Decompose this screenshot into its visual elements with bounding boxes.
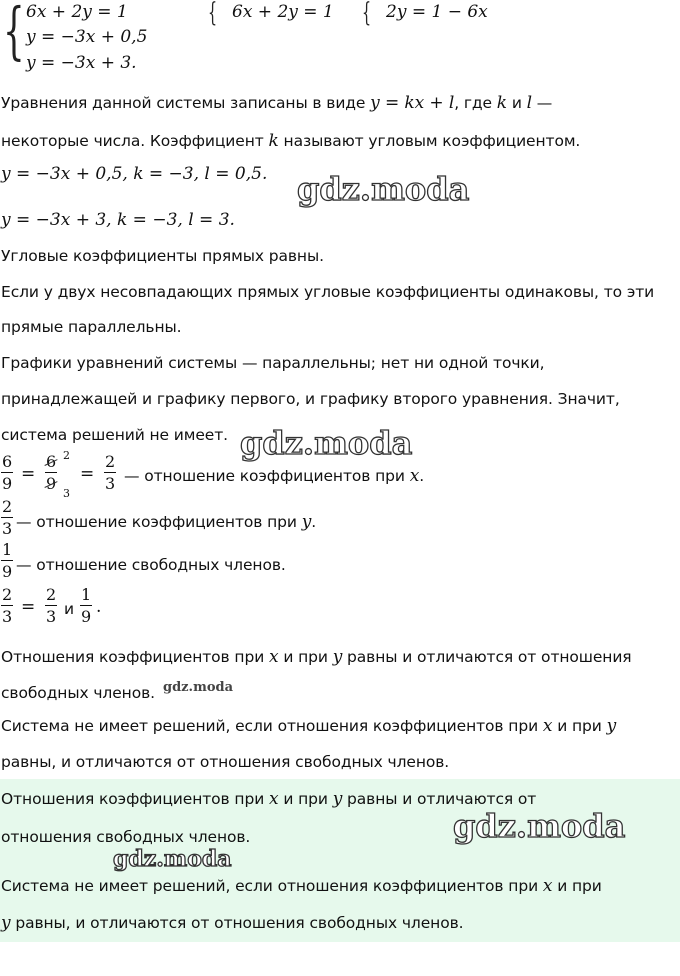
watermark-logo: gdz.moda: [453, 807, 626, 845]
answer-1: [1, 789, 536, 809]
numerator: 1: [81, 585, 92, 604]
reduced-denominator: 3: [63, 487, 70, 500]
system1-eq3: y = −3x + 3.: [26, 53, 137, 73]
fraction-2-3-y: [1, 497, 13, 538]
equation-line-1: y = −3x + 0,5, k = −3, l = 0,5.: [1, 164, 268, 184]
denominator: 3: [105, 474, 116, 493]
conclusion-1: [1, 647, 632, 667]
numerator: 2: [2, 497, 13, 516]
fraction-6-9: [1, 452, 13, 493]
math-inline: y: [332, 789, 343, 809]
fraction-reduced: [45, 452, 57, 493]
text: Уравнения данной системы записаны в виде: [1, 94, 371, 112]
text-graphs-3: система решений не имеет.: [1, 426, 228, 444]
fraction-1-9-b: [80, 585, 92, 626]
text: .: [311, 513, 317, 531]
watermark-logo: gdz.moda: [163, 680, 234, 695]
text: Отношения коэффициентов при: [1, 648, 269, 666]
text: и при: [278, 790, 333, 808]
denominator: 3: [2, 607, 13, 626]
paragraph-coefficient: [1, 131, 580, 151]
system-brace-3: {: [362, 0, 372, 28]
text-graphs-2: принадлежащей и графику первого, и графику второго уравнения. Значит,: [1, 390, 620, 408]
math-inline: x: [542, 716, 553, 736]
denominator: 3: [2, 519, 13, 538]
denominator-crossed: 9: [46, 474, 57, 493]
denominator: 3: [46, 607, 57, 626]
text: и при: [552, 877, 602, 895]
conclusion-2: свободных членов.: [1, 684, 155, 702]
text-ratio-x: [124, 466, 424, 486]
text: Система не имеет решений, если отношения коэффициентов при: [1, 717, 543, 735]
fraction-1-9: [1, 540, 13, 581]
text-slopes-equal: Угловые коэффициенты прямых равны.: [1, 247, 324, 265]
numerator: 6: [2, 452, 13, 471]
numerator: 2: [105, 452, 116, 471]
conclusion-3: [1, 716, 616, 736]
text: Система не имеет решений, если отношения коэффициентов при: [1, 877, 543, 895]
text-parallel-rule-1: Если у двух несовпадающих прямых угловые коэффициенты одинаковы, то эти: [1, 283, 655, 301]
math-inline: y = kx + l: [370, 93, 455, 113]
math-inline: y: [606, 716, 617, 736]
watermark-logo: gdz.moda: [240, 424, 413, 462]
math-inline: y: [332, 647, 343, 667]
conjunction: и: [64, 600, 74, 618]
text: некоторые числа. Коэффициент: [1, 132, 269, 150]
text: —: [531, 94, 553, 112]
text: .: [419, 467, 425, 485]
paragraph-form: [1, 93, 552, 113]
math-inline: k: [268, 131, 279, 151]
text-ratio-y: [16, 512, 316, 532]
reduced-numerator: 2: [63, 449, 70, 462]
fraction-2-3-b: [45, 585, 57, 626]
equals-sign: =: [80, 464, 95, 484]
text: равны и отличаются от отношения: [342, 648, 632, 666]
numerator-crossed: 6: [46, 452, 57, 471]
math-inline: x: [409, 466, 420, 486]
denominator: 9: [2, 562, 13, 581]
text-ratio-free: — отношение свободных членов.: [16, 556, 286, 574]
system3-eq1: 2y = 1 − 6x: [386, 2, 488, 22]
text: , где: [454, 94, 497, 112]
answer-3: [1, 876, 602, 896]
denominator: 9: [81, 607, 92, 626]
math-inline: k: [496, 93, 507, 113]
system-brace-1: {: [3, 0, 25, 67]
system2-eq1: 6x + 2y = 1: [232, 2, 334, 22]
equals-sign: =: [21, 464, 36, 484]
text: — отношение коэффициентов при: [16, 513, 302, 531]
watermark-logo: gdz.moda: [113, 846, 232, 872]
answer-4: [1, 913, 463, 933]
system-brace-2: {: [208, 0, 218, 28]
fraction-2-3-a: [1, 585, 13, 626]
math-inline: l: [526, 93, 532, 113]
text-parallel-rule-2: прямые параллельны.: [1, 318, 182, 336]
math-inline: x: [542, 876, 553, 896]
math-inline: y: [301, 512, 312, 532]
math-inline: y: [1, 913, 11, 933]
numerator: 2: [46, 585, 57, 604]
text: и при: [278, 648, 333, 666]
system1-eq1: 6x + 2y = 1: [26, 2, 128, 22]
numerator: 1: [2, 540, 13, 559]
system1-eq2: y = −3x + 0,5: [26, 27, 148, 47]
period: .: [96, 597, 102, 617]
watermark-logo: gdz.moda: [297, 170, 470, 208]
equals-sign: =: [21, 597, 36, 617]
text: и при: [552, 717, 607, 735]
text: равны и отличаются от: [342, 790, 537, 808]
numerator: 2: [2, 585, 13, 604]
text: называют угловым коэффициентом.: [278, 132, 581, 150]
text: и: [507, 94, 527, 112]
text: равны, и отличаются от отношения свободных членов.: [10, 914, 464, 932]
math-inline: x: [269, 647, 279, 667]
conclusion-4: равны, и отличаются от отношения свободных членов.: [1, 753, 450, 771]
math-inline: x: [269, 789, 279, 809]
denominator: 9: [2, 474, 13, 493]
text-graphs-1: Графики уравнений системы — параллельны; нет ни одной точки,: [1, 354, 545, 372]
equation-line-2: y = −3x + 3, k = −3, l = 3.: [1, 210, 235, 230]
answer-2: отношения свободных членов.: [1, 828, 251, 846]
text: — отношение коэффициентов при: [124, 467, 410, 485]
text: Отношения коэффициентов при: [1, 790, 269, 808]
fraction-2-3: [104, 452, 116, 493]
